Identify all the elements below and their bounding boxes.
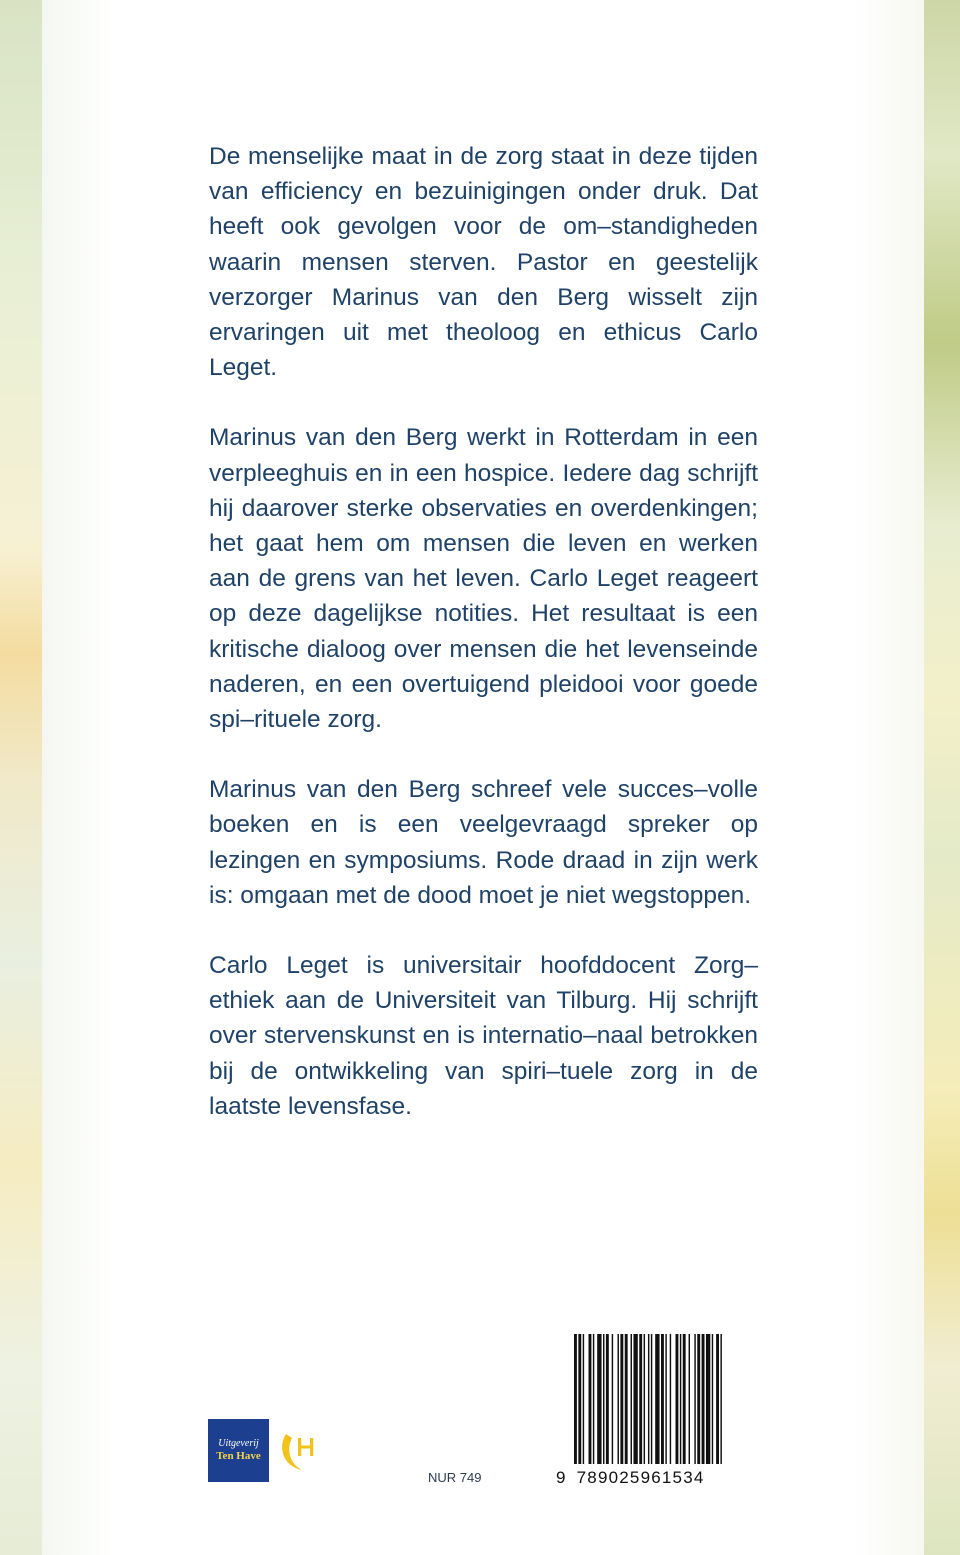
- barcode-bar: [612, 1334, 613, 1464]
- barcode-bar: [583, 1334, 584, 1464]
- barcode-bar: [578, 1334, 581, 1464]
- barcode-bar: [720, 1334, 721, 1464]
- barcode-bar: [574, 1334, 577, 1464]
- barcode-bar: [606, 1334, 609, 1464]
- barcode-bar: [702, 1334, 705, 1464]
- cover-edge-left: [0, 0, 42, 1555]
- barcode-bar: [625, 1334, 628, 1464]
- isbn-barcode: [556, 1334, 762, 1490]
- barcode-first-digit: 9: [556, 1468, 567, 1487]
- barcode-bar: [618, 1334, 619, 1464]
- barcode-bar: [644, 1334, 645, 1464]
- barcode-bar: [683, 1334, 686, 1464]
- publisher-logo-line2: Ten Have: [216, 1450, 261, 1462]
- barcode-bar: [589, 1334, 592, 1464]
- barcode-bar: [620, 1334, 623, 1464]
- barcode-bar: [665, 1334, 666, 1464]
- blurb-text: [209, 139, 758, 1159]
- barcode-bar: [689, 1334, 690, 1464]
- ten-have-crescent-h-icon: [276, 1426, 324, 1476]
- barcode-number: 789025961534: [576, 1468, 705, 1487]
- barcode-bar: [597, 1334, 601, 1464]
- barcode-bar: [716, 1334, 719, 1464]
- barcode-bar: [670, 1334, 671, 1464]
- nur-code: NUR 749: [428, 1470, 482, 1485]
- barcode-bar: [680, 1334, 681, 1464]
- barcode-bar: [593, 1334, 594, 1464]
- barcode-bar: [648, 1334, 649, 1464]
- blurb-paragraph-1: De menselijke maat in de zorg staat in deze tijden van efficiency en bezuinigingen onder druk. Dat heeft ook gevolgen voor de om–standigheden waarin mensen sterven. Pastor en geestelijk verzorger Marinus van den Berg wisselt zijn ervaringen uit met theoloog en ethicus Carlo Leget.: [209, 143, 758, 382]
- cover-edge-right: [924, 0, 960, 1555]
- barcode-bar: [639, 1334, 642, 1464]
- publisher-logo: [208, 1419, 269, 1482]
- blurb-paragraph-4: Carlo Leget is universitair hoofddocent Zorg–ethiek aan de Universiteit van Tilburg. Hij schrijft over stervenskunst en is internatio–naal betrokken bij de ontwikkeling van spiri–tuele zorg in de laatste levensfase.: [209, 952, 758, 1120]
- barcode-bar: [676, 1334, 679, 1464]
- barcode-bar: [631, 1334, 632, 1464]
- barcode-bar: [603, 1334, 604, 1464]
- barcode-bar: [706, 1334, 710, 1464]
- barcode-bar: [661, 1334, 664, 1464]
- barcode-bar: [697, 1334, 700, 1464]
- barcode-bar: [694, 1334, 695, 1464]
- barcode-bar: [712, 1334, 713, 1464]
- blurb-paragraph-2: Marinus van den Berg werkt in Rotterdam in een verpleeghuis en in een hospice. Iedere dag schrijft hij daarover sterke observaties en overdenkingen; het gaat hem om mensen die leven en werken aan de grens van het leven. Carlo Leget reageert op deze dagelijkse notities. Het resultaat is een kritische dialoog over mensen die het levenseinde naderen, en een overtuigend pleidooi voor goede spi–rituele zorg.: [209, 424, 758, 734]
- barcode-bar: [651, 1334, 652, 1464]
- barcode-digits: [556, 1468, 762, 1488]
- barcode-bars: [574, 1334, 760, 1464]
- barcode-bar: [633, 1334, 637, 1464]
- publisher-logo-line1: Uitgeverij: [218, 1438, 259, 1449]
- barcode-bar: [655, 1334, 659, 1464]
- blurb-paragraph-3: Marinus van den Berg schreef vele succes–volle boeken en is een veelgevraagd spreker op lezingen en symposiums. Rode draad in zijn werk is: omgaan met de dood moet je niet wegstoppen.: [209, 776, 758, 909]
